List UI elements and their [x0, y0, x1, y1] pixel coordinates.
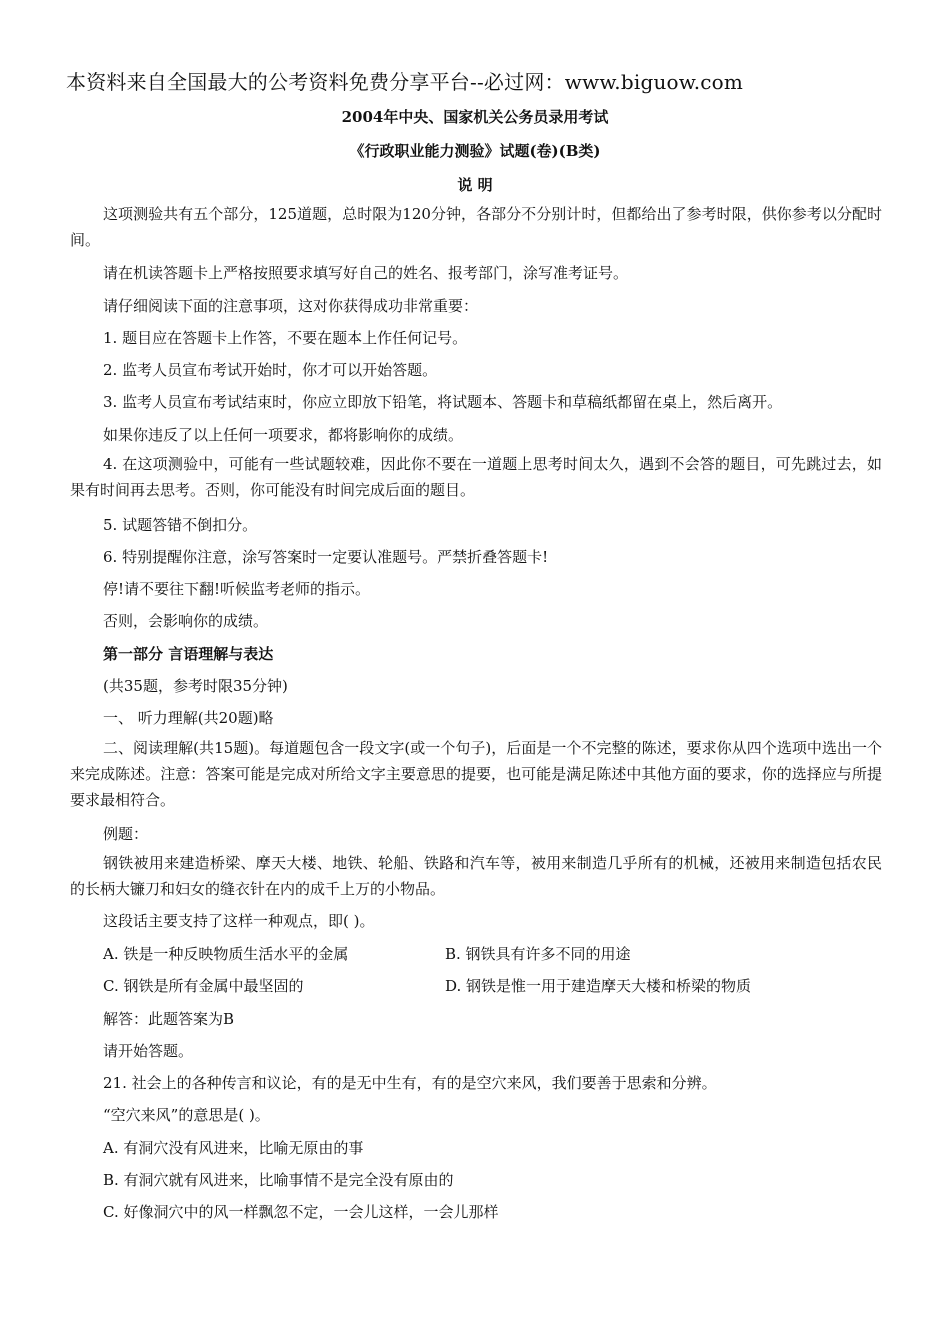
- exam-title: 2004年中央、国家机关公务员录用考试: [341, 108, 609, 126]
- note-4: 4. 在这项测验中，可能有一些试题较难，因此你不要在一道题上思考时间太久，遇到不会答的题目，可先跳过去，如果有时间再去思考。否则，你可能没有时间完成后面的题目。: [70, 455, 882, 499]
- question-21-option-c: C. 好像洞穴中的风一样飘忽不定，一会儿这样，一会儿那样: [103, 1203, 499, 1221]
- note-3: 3. 监考人员宣布考试结束时，你应立即放下铅笔，将试题本、答题卡和草稿纸都留在桌上，然后离开。: [103, 393, 783, 411]
- exam-subtitle: 《行政职业能力测验》试题(卷)(B类): [349, 142, 601, 160]
- otherwise-notice: 否则，会影响你的成绩。: [103, 612, 269, 630]
- question-21-option-b: B. 有洞穴就有风进来，比喻事情不是完全没有原由的: [103, 1171, 454, 1189]
- question-21-stem: “空穴来风”的意思是( )。: [103, 1106, 270, 1124]
- example-option-c: C. 钢铁是所有金属中最坚固的: [103, 977, 304, 995]
- note-5: 5. 试题答错不倒扣分。: [103, 516, 258, 534]
- section-listening: 一、 听力理解(共20题)略: [103, 709, 274, 727]
- example-answer: 解答：此题答案为B: [103, 1010, 235, 1028]
- example-label: 例题：: [103, 825, 149, 843]
- source-header: 本资料来自全国最大的公考资料免费分享平台--必过网：www.biguow.com: [66, 70, 744, 94]
- intro-paragraph: 这项测验共有五个部分，125道题，总时限为120分钟，各部分不分别计时，但都给出了参考时限，供你参考以分配时间。: [70, 205, 882, 249]
- example-option-b: B. 钢铁具有许多不同的用途: [445, 945, 631, 963]
- question-21: 21. 社会上的各种传言和议论，有的是无中生有，有的是空穴来风，我们要善于思索和分辨。: [103, 1074, 717, 1092]
- start-notice: 请开始答题。: [103, 1042, 194, 1060]
- note-1: 1. 题目应在答题卡上作答，不要在题本上作任何记号。: [103, 329, 468, 347]
- note-6: 6. 特别提醒你注意，涂写答案时一定要认准题号。严禁折叠答题卡!: [103, 548, 549, 566]
- example-text: 钢铁被用来建造桥梁、摩天大楼、地铁、轮船、铁路和汽车等，被用来制造几乎所有的机械，还被用来制造包括农民的长柄大镰刀和妇女的缝衣针在内的成千上万的小物品。: [70, 854, 882, 898]
- example-option-d: D. 钢铁是惟一用于建造摩天大楼和桥梁的物质: [445, 977, 752, 995]
- question-21-option-a: A. 有洞穴没有风进来，比喻无原由的事: [103, 1139, 364, 1157]
- part1-info: (共35题，参考时限35分钟): [103, 677, 288, 695]
- part1-title: 第一部分 言语理解与表达: [103, 645, 274, 663]
- example-question: 这段话主要支持了这样一种观点，即( )。: [103, 912, 375, 930]
- stop-notice: 停!请不要往下翻!听候监考老师的指示。: [103, 580, 371, 598]
- instructions-heading: 说 明: [457, 176, 493, 194]
- note-2: 2. 监考人员宣布考试开始时，你才可以开始答题。: [103, 361, 438, 379]
- example-option-a: A. 铁是一种反映物质生活水平的金属: [103, 945, 349, 963]
- section-reading: 二、阅读理解(共15题)。每道题包含一段文字(或一个句子)，后面是一个不完整的陈述，要求你从四个选项中选出一个来完成陈述。注意：答案可能是完成对所给文字主要意思的提要，也可能是满足陈述中其他方面的要求，你的选择应与所提要求最相符合。: [70, 739, 882, 809]
- intro-read-notes: 请仔细阅读下面的注意事项，这对你获得成功非常重要：: [103, 297, 479, 315]
- intro-fill-card: 请在机读答题卡上严格按照要求填写好自己的姓名、报考部门，涂写准考证号。: [103, 264, 629, 282]
- violation-warning: 如果你违反了以上任何一项要求，都将影响你的成绩。: [103, 426, 464, 444]
